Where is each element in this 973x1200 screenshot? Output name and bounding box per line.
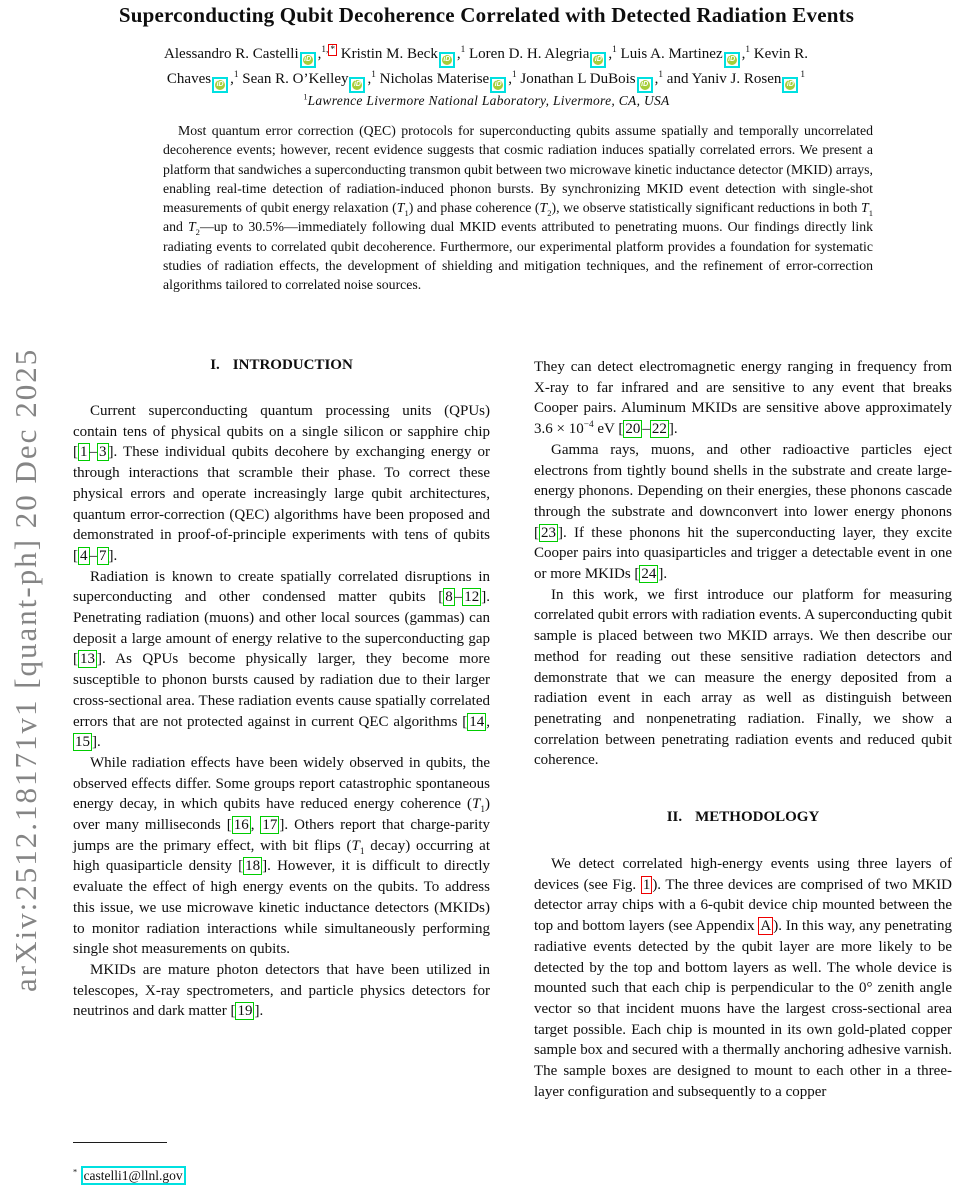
subscript: 1 (480, 805, 485, 816)
internal-ref-link[interactable]: A (760, 918, 772, 935)
superscript: 1 (371, 70, 376, 80)
superscript: 1 (612, 45, 617, 55)
orcid-icon[interactable] (590, 52, 606, 68)
math-italic: T (187, 219, 196, 235)
email-link[interactable]: castelli1@llnl.gov (81, 1166, 186, 1185)
citation-link[interactable]: 15 (75, 734, 90, 751)
paragraph: In this work, we first introduce our platform for measuring correlated qubit errors with radiation events. A superconducting qubit sample is placed between two MKID arrays. We then describe our method for reading out these sensitive radiation detectors and demonstrate that we can measure the energy deposited from a radiation event in each array as well as distinguish between penetrating and nonpenetrating radiation. Finally, we show a correlation between penetrating radiation events and reduced qubit coherence. (534, 586, 952, 769)
citation-link[interactable]: 3 (99, 444, 107, 461)
author-line-1: Alessandro R. Castelli iD ,$^{1,}$ * Kristin M. Beck iD ,$^1$ Loren D. H. Alegria iD ,$^1$ Luis A. Martinez iD ,$^1$ Kevin R. (164, 46, 808, 62)
right-column (534, 357, 952, 1103)
superscript: 1 (233, 70, 239, 80)
orcid-id-glyph: iD (494, 81, 502, 88)
citation-link[interactable]: 23 (541, 524, 556, 541)
paragraph: Gamma rays, muons, and other radioactive particles eject electrons from tightly bound shells in the substrate and create large-energy phonons. Depending on their energies, these phonons cascade through the substrate and downconvert into lower energy phonons [ 23 ]. If these phonons hit the superconducting layer, they excite Cooper pairs into quasiparticles and trigger a detectable event in one or more MKIDs [ 24 ]. (534, 441, 952, 583)
subscript: 2 (195, 227, 200, 238)
section-number: I. (210, 357, 220, 373)
citation-link[interactable]: 17 (262, 817, 278, 834)
section-heading-introduction (73, 357, 490, 374)
orcid-id-glyph: iD (216, 81, 224, 88)
orcid-icon[interactable] (637, 77, 653, 93)
section-number: II. (666, 809, 683, 826)
orcid-icon[interactable] (724, 52, 740, 68)
citation-link[interactable]: 7 (99, 547, 107, 564)
subscript: 1 (359, 846, 365, 857)
section-title: METHODOLOGY (695, 809, 820, 826)
orcid-icon[interactable] (212, 77, 228, 93)
orcid-id-glyph: iD (304, 56, 312, 63)
superscript: 1 (303, 92, 308, 102)
footnote (73, 1168, 490, 1184)
math-italic: T (472, 796, 481, 813)
paragraph: MKIDs are mature photon detectors that have been utilized in telescopes, X-ray spectrometers, and particle physics detectors for neutrinos and dark matter [ 19 ]. (73, 961, 490, 1020)
internal-ref-link[interactable]: 1 (642, 876, 651, 893)
superscript: 1 (658, 70, 664, 80)
section-heading-methodology (534, 809, 952, 826)
math-italic: T (351, 837, 360, 854)
superscript: 1 (800, 70, 806, 80)
citation-link[interactable]: 4 (80, 547, 88, 564)
internal-ref-link[interactable]: * (330, 45, 336, 55)
superscript: 1 (460, 45, 466, 55)
paragraph: While radiation effects have been widely observed in qubits, the observed effects differ. Some groups report catastrophic spontaneous energy decay, in which qubits have reduced energy coherence $(T_1)$ over many milliseconds [ 16 , 17 ]. Others report that charge-parity jumps are the primary effect, with bit flips ($T_1$ decay) occurring at high quasiparticle density [ 18 ]. However, it is difficult to directly evaluate the effect of high energy events on the qubits. To address this issue, we use microwave kinetic inductance detectors (MKIDs) to monitor radiation interactions while simultaneously performing single shot measurements on qubits. (73, 754, 490, 958)
abstract: Most quantum error correction (QEC) protocols for superconducting qubits assume spatially and temporally uncorrelated decoherence events; however, recent evidence suggests that cosmic radiation induces spatially correlated errors. We present a platform that sandwiches a superconducting transmon qubit between two microwave kinetic inductance detector (MKID) arrays, enabling real-time detection of radiation-induced phonon bursts. By synchronizing MKID event detection with single-shot measurements of qubit energy relaxation $(T_1)$ and phase coherence $(T_2)$, we observe statistically significant reductions in both $T_1$ and $T_2—up$ to 30.5%—immediately following dual MKID events attributed to penetrating muons. Our findings directly link radiating events to correlated qubit decoherence. Furthermore, our experimental platform provides a foundation for systematic studies of radiation effects, the development of shielding and mitigation techniques, and the refinement of error-correction algorithms tailored to correlated noise sources. (163, 123, 873, 293)
subscript: 2 (547, 207, 552, 218)
orcid-icon[interactable] (490, 77, 506, 93)
section-title: INTRODUCTION (232, 357, 353, 373)
introduction-paragraphs (73, 401, 490, 1022)
paper-title: Superconducting Qubit Decoherence Correlated with Detected Radiation Events (118, 3, 855, 27)
left-column (73, 357, 490, 1022)
citation-link[interactable]: 13 (80, 651, 95, 668)
superscript: * (73, 1167, 78, 1177)
citation-link[interactable]: 19 (237, 1003, 253, 1020)
math-italic: T (861, 200, 869, 216)
orcid-id-glyph: iD (728, 56, 736, 63)
orcid-icon[interactable] (300, 52, 316, 68)
orcid-id-glyph: iD (641, 81, 649, 88)
orcid-icon[interactable] (439, 52, 455, 68)
paragraph: Current superconducting quantum processing units (QPUs) contain tens of physical qubits on a single silicon or sapphire chip [ 1 – 3 ]. These individual qubits decohere by exchanging energy or through interactions that scramble their phase. To correct these physical errors and operate increasingly large qubit architectures, quantum error-correction (QEC) algorithms have been proposed and demonstrated in proof-of-principle experiments with tens of qubits [ 4 – 7 ]. (73, 403, 490, 564)
superscript: −4 (583, 420, 594, 431)
superscript: 1 (511, 70, 517, 80)
introduction-paragraphs-continued (534, 357, 952, 771)
citation-link[interactable]: 8 (445, 589, 453, 606)
citation-link[interactable]: 14 (469, 713, 485, 730)
superscript: 1 (745, 45, 751, 55)
math-italic: T (396, 200, 405, 216)
superscript: 1, (321, 45, 329, 55)
paragraph: They can detect electromagnetic energy ranging in frequency from X-ray to far infrared and are sensitive to any event that breaks Cooper pairs. Aluminum MKIDs are sensitive above approximately $3.6 \times 10^{-4}$ eV [ 20 – 22 ]. (534, 359, 952, 438)
orcid-id-glyph: iD (786, 81, 794, 88)
paragraph: We detect correlated high-energy events using three layers of devices (see Fig. 1 ). The three devices are comprised of two MKID detector array chips with a 6-qubit device chip mounted between the top and bottom layers (see Appendix A ). In this way, any penetrating radiative events detected by the qubit layer are more likely to be detected by the top and bottom layers as well. The whole device is mounted such that each chip is perpendicular to the 0° zenith angle vector so that incident muons have the largest cross-sectional area target possible. Each chip is mounted in its own gold-plated copper sample box and secured with a thermally anchoring adhesive varnish. The sample boxes are designed to mount to each other in a three-layer configuration and subsequently to a copper (534, 856, 953, 1100)
orcid-id-glyph: iD (594, 56, 602, 63)
citation-link[interactable]: 24 (641, 566, 657, 583)
math-italic: Lawrence Livermore National Laboratory, Livermore, CA, USA (307, 93, 670, 108)
author-list (86, 43, 886, 93)
citation-link[interactable]: 18 (245, 858, 261, 875)
citation-link[interactable]: 12 (464, 589, 480, 606)
orcid-icon[interactable] (782, 77, 798, 93)
author-line-2: Chaves iD ,$^1$ Sean R. O’Kelley iD ,$^1$ Nicholas Materise iD ,$^1$ Jonathan L DuBois iD ,$^1$ and Yaniv J. Rosen $iD^1$ (167, 71, 805, 87)
arxiv-banner: arXiv:2512.18171v1 [quant-ph] 20 Dec 2025 (8, 347, 43, 992)
citation-link[interactable]: 22 (651, 421, 667, 438)
citation-link[interactable]: 20 (625, 421, 641, 438)
paragraph: Radiation is known to create spatially correlated disruptions in superconducting and other condensed matter qubits [ 8 – 12 ]. Penetrating radiation (muons) and other local sources (gammas) can deposit a large amount of energy relative to the superconducting gap [ 13 ]. As QPUs become physically larger, they become more susceptible to phonon bursts caused by radiation due to their larger cross-sectional area. These radiation events cause spatially correlated errors that are not protected against in current QEC algorithms [ 14 , 15 ]. (73, 568, 490, 751)
orcid-id-glyph: iD (353, 81, 361, 88)
subscript: 1 (868, 207, 873, 218)
affiliation (0, 93, 973, 109)
citation-link[interactable]: 1 (80, 444, 88, 461)
footnote-rule (73, 1142, 167, 1143)
citation-link[interactable]: 16 (233, 817, 249, 834)
orcid-id-glyph: iD (443, 56, 451, 63)
methodology-paragraphs (534, 854, 952, 1102)
subscript: 1 (404, 207, 409, 218)
math-italic: T (539, 200, 548, 216)
orcid-icon[interactable] (349, 77, 365, 93)
